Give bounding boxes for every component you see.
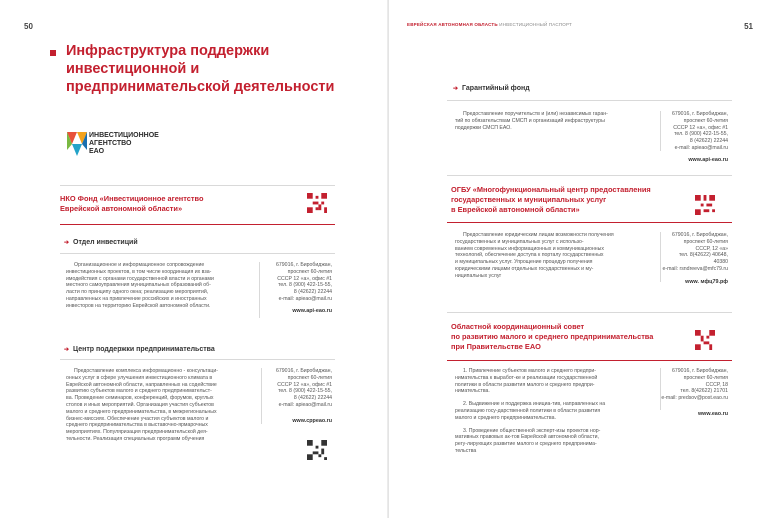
divider <box>447 100 732 101</box>
text-line: юридическими лицами отдельных государственных и му- <box>455 265 594 272</box>
org-title-line: в Еврейской автономной области» <box>451 205 580 214</box>
org-title-line: государственных и муниципальных услуг <box>451 195 607 204</box>
text-line: малого и среднего предпринимательства. <box>455 414 556 421</box>
contact-line: 679016, г. Биробиджан, <box>672 111 728 117</box>
contact-line: СССР 12 «а», офис #1 <box>673 124 728 131</box>
subsection-business-support <box>64 346 215 353</box>
contact-line: проспект 60-летия <box>683 238 728 245</box>
contact-line: тел. 8(42622) 21701 <box>680 388 728 395</box>
text-line: тий по обязательствам СМСП и организаций инфраструктуры <box>455 117 605 124</box>
section-title-line: Инфраструктура поддержки <box>66 43 270 59</box>
page-number-right: 51 <box>744 22 753 31</box>
text-line: тельства <box>455 447 477 454</box>
running-header-doc: ИНВЕСТИЦИОННЫЙ ПАСПОРТ <box>499 22 572 27</box>
logo-mark-icon <box>67 132 87 158</box>
left-page <box>0 0 388 518</box>
arrow-icon: ➔ <box>453 86 459 92</box>
council-contact <box>643 368 728 402</box>
text-line: Еврейской автономной области, направленных на содействие <box>66 381 217 388</box>
investment-agency-logo <box>67 132 187 168</box>
logo-text-line: ИНВЕСТИЦИОННОЕ <box>89 132 159 139</box>
logo-text-line: ЕАО <box>89 148 105 155</box>
text-line: развитию субъектов малого и среднего предпринимательст- <box>66 388 212 395</box>
divider <box>60 253 335 254</box>
text-line: регу-лирующих развитие малого и среднего предпринима- <box>455 441 597 448</box>
text-line: ласти по принципу одного окна; реализацию мероприятий, <box>66 289 209 296</box>
subsection-investments <box>64 239 138 246</box>
contact-line: СССР, 12 «а» <box>695 245 728 252</box>
qr-code-icon[interactable] <box>695 330 715 350</box>
contact-line: проспект 60-летия <box>683 374 728 381</box>
text-line: онных услуг в сфере улучшения инвестиционного климата в <box>66 374 213 381</box>
text-line: 2. Выдвижение и поддержка инициа-тив, направленных на <box>463 401 606 408</box>
contact-email[interactable]: e-mail: rsndreeva@mfc79.ru <box>662 265 728 272</box>
contact-line: 8 (42622) 22244 <box>293 395 332 402</box>
website-link[interactable]: www.cppeao.ru <box>292 418 332 424</box>
text-line: 3. Проведение общественной эксперт-изы проектов нор- <box>463 427 601 434</box>
contact-line: 679016, г. Биробиджан, <box>672 232 728 238</box>
running-header-region: ЕВРЕЙСКАЯ АВТОНОМНАЯ ОБЛАСТЬ <box>407 22 498 27</box>
red-divider <box>447 360 732 361</box>
subsection-title: Центр поддержки предпринимательства <box>73 346 215 353</box>
text-line: нимательства. <box>455 388 490 395</box>
section-title-line: предпринимательской деятельности <box>66 79 335 95</box>
contact-line: 679016, г. Биробиджан, <box>276 262 332 268</box>
contact-line: проспект 60-летия <box>683 117 728 124</box>
website-link[interactable]: www.eao.ru <box>697 411 728 417</box>
text-line: мативных правовых ак-тов Еврейской автономной области, <box>455 434 599 441</box>
contact-line: 679016, г. Биробиджан, <box>276 368 332 374</box>
investments-contact <box>262 262 332 303</box>
text-line: ниципальных услуг <box>455 272 502 279</box>
contact-line: проспект 60-летия <box>287 268 332 275</box>
text-line: Предоставление поручительств и (или) независимых гаран- <box>463 111 608 117</box>
contact-line: СССР, 18 <box>705 381 728 388</box>
website-link[interactable]: www. мфц79.рф <box>685 279 728 285</box>
divider <box>447 312 732 313</box>
text-line: государственных и муниципальных услуг с использо- <box>455 238 584 245</box>
subsection-title: Гарантийный фонд <box>462 85 530 92</box>
contact-line: тел. 8 (900) 422-15-55, <box>278 388 332 395</box>
title-square-marker <box>50 50 56 56</box>
text-line: реализацию госу-дарственной политики в области развития <box>455 407 601 414</box>
org-title-line: по развитию малого и среднего предпринимательства <box>451 332 654 341</box>
qr-code-icon[interactable] <box>307 193 327 213</box>
text-line: местного самоуправления муниципальных образований об- <box>66 282 211 289</box>
text-line: политики в области развития малого и среднего предпри- <box>455 381 595 388</box>
subsection-title: Отдел инвестиций <box>73 239 138 246</box>
page-number-left: 50 <box>24 22 33 31</box>
contact-line: 679016, г. Биробиджан, <box>672 368 728 374</box>
org-title-line: ОГБУ «Многофункциональный центр предоставления <box>451 185 651 194</box>
red-divider <box>60 224 335 225</box>
website-link[interactable]: www.api-eao.ru <box>688 157 728 163</box>
text-line: среднего предпринимательства в выставочно-ярмарочных <box>66 422 208 429</box>
org-title-line: Еврейской автономной области» <box>60 204 183 213</box>
mfc-description <box>455 232 655 280</box>
contact-line: тел. 8 (900) 422-15-55, <box>674 131 728 138</box>
logo-text <box>89 132 159 156</box>
contact-line: тел. 8(42622) 40648, <box>678 252 728 259</box>
contact-email[interactable]: e-mail: apieao@mail.ru <box>278 295 332 302</box>
arrow-icon: ➔ <box>64 240 70 246</box>
guarantee-description <box>455 111 655 131</box>
text-line: тельности. Реализация специальных программ обучения <box>66 435 205 442</box>
business-support-description <box>66 368 258 443</box>
contact-line: 40380 <box>713 259 728 266</box>
divider <box>447 175 732 176</box>
investments-description <box>66 262 254 310</box>
contact-line: 8 (42622) 22244 <box>293 289 332 296</box>
logo-text-line: АГЕНТСТВО <box>89 140 132 147</box>
text-line: 1. Привлечение субъектов малого и среднего предпри- <box>463 368 597 374</box>
text-line: технологий, обеспечение доступа к порталу государственных <box>455 252 604 259</box>
right-page <box>389 0 777 518</box>
text-line: направленных на привлечение российских и иностранных <box>66 295 207 302</box>
contact-email[interactable]: e-mail: apieao@mail.ru <box>278 401 332 408</box>
text-line: ва. Проведение семинаров, конференций, форумов, круглых <box>66 395 214 402</box>
org-title-line: Областной координационный совет <box>451 322 585 331</box>
text-line: инвестиционных проектов, в том числе координация их вза- <box>66 268 212 275</box>
section-title-line: инвестиционной и <box>66 61 200 77</box>
text-line: ванием современных информационных и коммуникационных <box>455 245 604 252</box>
business-support-contact <box>262 368 332 409</box>
text-line: инвесторов на территорию Еврейской автономной области. <box>66 302 211 309</box>
contact-email[interactable]: e-mail: apieao@mail.ru <box>674 144 728 151</box>
divider <box>60 359 335 360</box>
contact-line: тел. 8 (900) 422-15-55, <box>278 282 332 289</box>
council-description <box>455 368 655 455</box>
text-line: Предоставление комплекса информационно - консультаци- <box>74 368 218 374</box>
text-line: бизнес-миссиях. Обеспечение участия субъектов малого и <box>66 415 209 422</box>
subsection-guarantee-fund <box>453 85 530 92</box>
text-line: столов и иных мероприятий. Организация участия субъектов <box>66 401 214 408</box>
qr-code-icon[interactable] <box>695 195 715 215</box>
text-line: и муниципальных услуг. Упрощение процедур получения <box>455 259 593 266</box>
contact-line: СССР 12 «а», офис #1 <box>277 381 332 388</box>
running-header <box>407 22 572 27</box>
org-title-investment-agency <box>60 194 290 214</box>
org-title-line: НКО Фонд «Инвестиционное агентство <box>60 194 204 203</box>
section-title <box>66 42 366 96</box>
contact-line: проспект 60-летия <box>287 374 332 381</box>
contact-line: 8 (42622) 22244 <box>689 138 728 145</box>
red-divider <box>447 222 732 223</box>
text-line: нимательства к выработ-ке и реализации государственной <box>455 374 598 381</box>
divider <box>60 185 335 186</box>
qr-code-icon[interactable] <box>307 440 327 460</box>
guarantee-contact <box>643 111 728 152</box>
text-line: поддержки СМСП ЕАО. <box>455 124 512 131</box>
column-separator <box>259 262 260 318</box>
text-line: Организационное и информационное сопровождение <box>74 262 205 268</box>
mfc-contact <box>643 232 728 273</box>
org-title-mfc <box>451 185 691 215</box>
text-line: мероприятиях. Популяризация предпринимательской дея- <box>66 429 208 436</box>
text-line: Предоставление юридическим лицам возможности получения <box>463 232 614 238</box>
text-line: малого и среднего предпринимательства, в межрегиональных <box>66 408 217 415</box>
text-line: имодействия с органами государственной власти и органами <box>66 275 214 282</box>
org-title-line: при Правительстве ЕАО <box>451 342 541 351</box>
contact-line: СССР 12 «а», офис #1 <box>277 275 332 282</box>
website-link[interactable]: www.api-eao.ru <box>292 308 332 314</box>
contact-email[interactable]: e-mail: predsov@post.eao.ru <box>661 395 728 402</box>
org-title-council <box>451 322 691 352</box>
arrow-icon: ➔ <box>64 347 70 353</box>
